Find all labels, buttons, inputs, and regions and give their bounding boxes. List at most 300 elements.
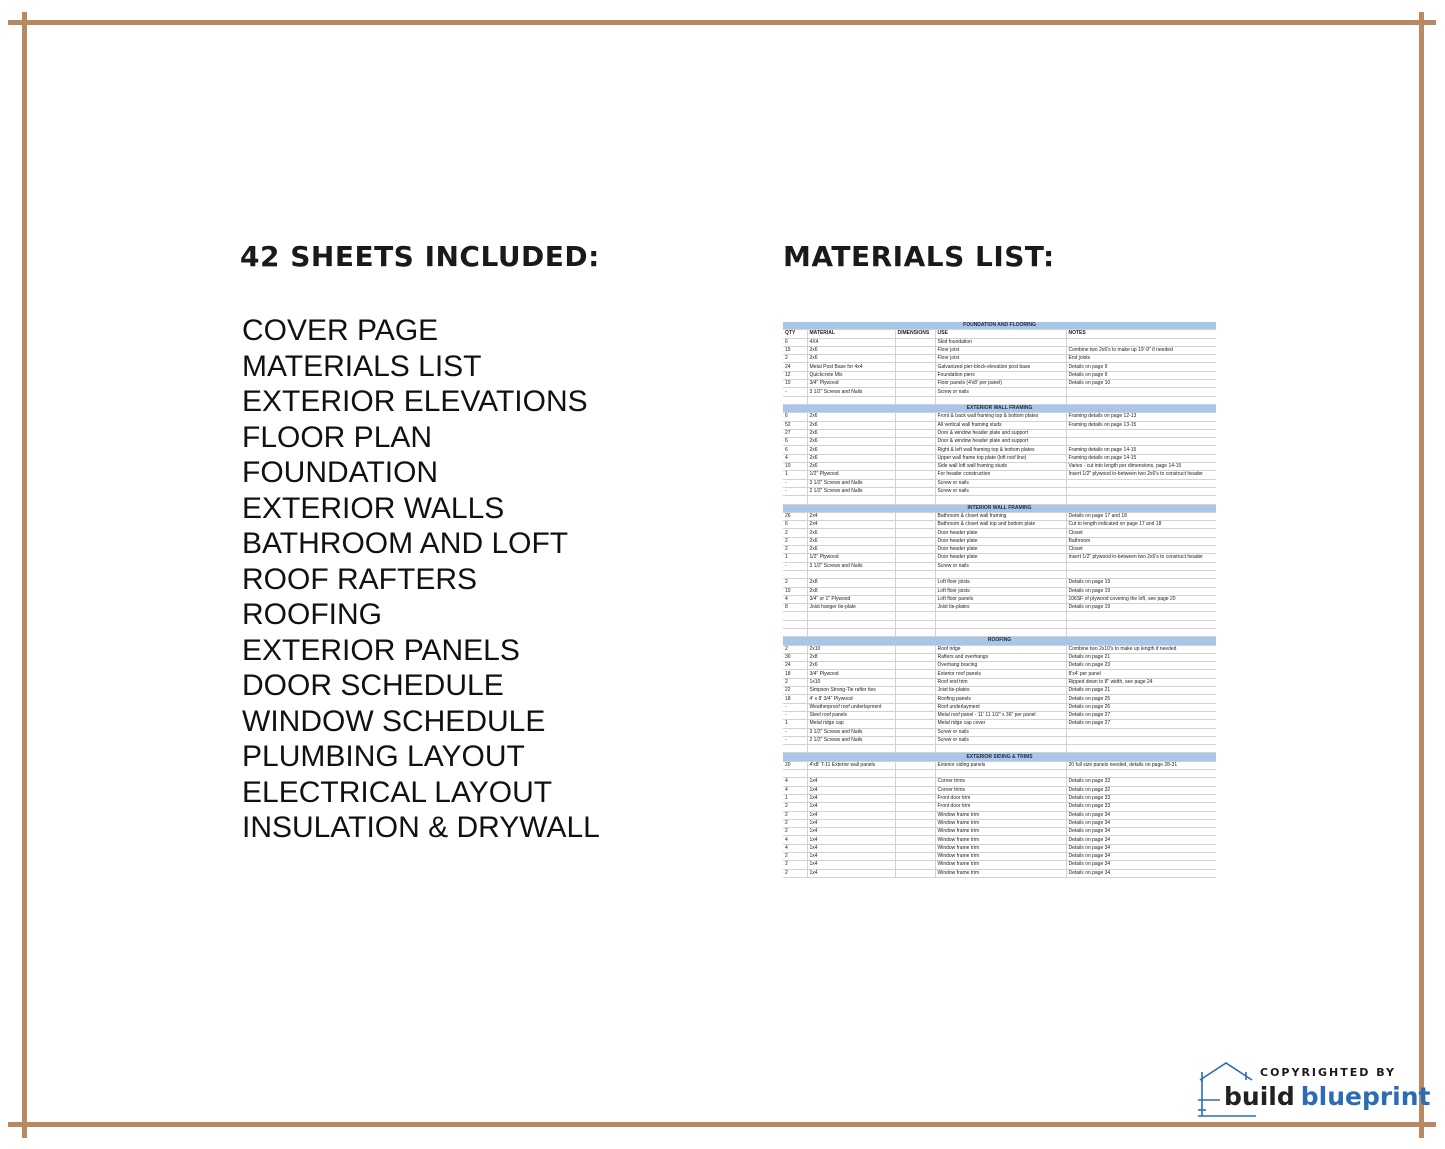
table-cell: 27	[783, 429, 807, 437]
table-row	[783, 363, 1216, 371]
table-cell: 4	[783, 595, 807, 603]
table-cell: 1x4	[807, 853, 895, 861]
table-blank-row	[783, 620, 1216, 628]
table-cell: 2x4	[807, 521, 895, 529]
table-cell	[1066, 745, 1216, 753]
table-cell	[895, 828, 935, 836]
table-row	[783, 861, 1216, 869]
sheets-list	[242, 313, 600, 846]
column-header: NOTES	[1066, 330, 1216, 338]
table-cell: Details on page 34	[1066, 836, 1216, 844]
table-row	[783, 537, 1216, 545]
table-cell: 2	[783, 678, 807, 686]
table-cell	[935, 496, 1066, 504]
table-cell: 2	[783, 579, 807, 587]
table-cell	[935, 620, 1066, 628]
table-cell	[895, 645, 935, 653]
table-cell	[935, 396, 1066, 404]
table-cell: 3/4" Plywood	[807, 670, 895, 678]
table-cell: Rafters and overhangs	[935, 653, 1066, 661]
table-cell: Exterior siding panels	[935, 761, 1066, 769]
table-cell	[783, 570, 807, 578]
table-cell: 4	[783, 786, 807, 794]
table-cell: Floor joist	[935, 355, 1066, 363]
table-row	[783, 446, 1216, 454]
table-blank-row	[783, 628, 1216, 636]
table-row	[783, 711, 1216, 719]
table-cell: 3/4" Plywood	[807, 380, 895, 388]
table-row	[783, 529, 1216, 537]
table-cell: Details on page 25	[1066, 695, 1216, 703]
table-cell: Details on page 9	[1066, 363, 1216, 371]
table-cell: 6	[783, 338, 807, 346]
table-cell	[895, 670, 935, 678]
table-cell	[895, 819, 935, 827]
table-cell: 2x4	[807, 512, 895, 520]
table-cell: Window frame trim	[935, 869, 1066, 877]
table-cell: Framing details on page 13-15	[1066, 421, 1216, 429]
table-cell: 1x4	[807, 794, 895, 802]
sheet-item: FLOOR PLAN	[242, 420, 433, 454]
table-cell: End joists	[1066, 355, 1216, 363]
table-row	[783, 570, 1216, 578]
table-cell	[895, 728, 935, 736]
table-cell: 3/4" or 1" Plywood	[807, 595, 895, 603]
table-cell: 15	[783, 346, 807, 354]
table-cell: 30	[783, 653, 807, 661]
table-cell: -	[783, 703, 807, 711]
table-cell: Window frame trim	[935, 828, 1066, 836]
section-header-row	[783, 637, 1216, 645]
table-cell: -	[783, 562, 807, 570]
copyright-badge	[1196, 1060, 1431, 1120]
table-cell	[895, 579, 935, 587]
table-cell: Closet	[1066, 546, 1216, 554]
table-row	[783, 869, 1216, 877]
table-cell: Loft floor joists	[935, 587, 1066, 595]
table-cell	[895, 554, 935, 562]
table-cell	[895, 620, 935, 628]
table-row	[783, 778, 1216, 786]
table-cell: Insert 1/2" plywood in-between two 2x6's to construct header	[1066, 554, 1216, 562]
table-cell: Details on page 19	[1066, 579, 1216, 587]
table-cell	[895, 736, 935, 744]
table-cell	[895, 653, 935, 661]
table-cell	[895, 786, 935, 794]
table-cell: 2x6	[807, 454, 895, 462]
table-cell: 1	[783, 794, 807, 802]
table-row	[783, 770, 1216, 778]
table-cell: 1	[783, 554, 807, 562]
section-header-row	[783, 322, 1216, 330]
table-cell: 2x6	[807, 662, 895, 670]
table-cell	[895, 371, 935, 379]
table-row	[783, 828, 1216, 836]
table-cell	[895, 537, 935, 545]
table-cell: 2x6	[807, 346, 895, 354]
table-cell	[895, 836, 935, 844]
table-cell: 10	[783, 380, 807, 388]
table-cell: 4' x 8' 3/4" Plywood	[807, 695, 895, 703]
table-cell: 20 full size panels needed, details on page 28-31	[1066, 761, 1216, 769]
table-cell: 2	[783, 537, 807, 545]
table-cell: 2	[783, 811, 807, 819]
table-row	[783, 454, 1216, 462]
table-cell: 2x6	[807, 463, 895, 471]
table-cell	[895, 844, 935, 852]
sheet-item: EXTERIOR ELEVATIONS	[242, 385, 588, 418]
table-cell	[895, 529, 935, 537]
table-row	[783, 346, 1216, 354]
table-cell: Front door trim	[935, 803, 1066, 811]
table-row	[783, 786, 1216, 794]
table-row	[783, 380, 1216, 388]
table-cell: Combine two 2x10's to make up length if needed	[1066, 645, 1216, 653]
table-cell: 2 1/2" Screws and Nails	[807, 736, 895, 744]
table-cell	[1066, 438, 1216, 446]
table-cell	[807, 620, 895, 628]
table-cell: 2	[783, 861, 807, 869]
sheet-item: PLUMBING LAYOUT	[242, 740, 525, 773]
sheet-item: ROOFING	[242, 598, 382, 631]
table-cell: 2	[783, 645, 807, 653]
table-cell: Details on page 26	[1066, 703, 1216, 711]
table-cell: Door header plate	[935, 537, 1066, 545]
section-title: FOUNDATION AND FLOORING	[783, 322, 1216, 330]
table-cell: Framing details on page 12-13	[1066, 413, 1216, 421]
table-cell: Window frame trim	[935, 844, 1066, 852]
section-title: EXTERIOR WALL FRAMING	[783, 404, 1216, 412]
table-row	[783, 803, 1216, 811]
table-cell: 2x6	[807, 438, 895, 446]
table-cell: 2x8	[807, 579, 895, 587]
table-cell: 4'x8' T-11 Exterior wall panels	[807, 761, 895, 769]
column-header: MATERIAL	[807, 330, 895, 338]
table-cell: -	[783, 736, 807, 744]
table-cell: 1x4	[807, 844, 895, 852]
table-row	[783, 687, 1216, 695]
table-cell	[895, 338, 935, 346]
table-cell: -	[783, 479, 807, 487]
table-cell: 1/2" Plywood	[807, 471, 895, 479]
table-cell	[1066, 479, 1216, 487]
table-cell	[895, 695, 935, 703]
table-row	[783, 487, 1216, 495]
table-row	[783, 736, 1216, 744]
table-cell: Window frame trim	[935, 836, 1066, 844]
table-row	[783, 413, 1216, 421]
table-cell: 2x10	[807, 645, 895, 653]
table-cell	[807, 496, 895, 504]
table-cell: Steel roof panels	[807, 711, 895, 719]
sheet-item: MATERIALS LIST	[242, 349, 482, 383]
table-cell: Corner trims	[935, 778, 1066, 786]
table-cell	[807, 745, 895, 753]
table-cell: Metal ridge cap	[807, 720, 895, 728]
table-cell: Details on page 21	[1066, 687, 1216, 695]
table-row	[783, 720, 1216, 728]
table-cell: Loft floor joists	[935, 579, 1066, 587]
table-cell: Roofing panels	[935, 695, 1066, 703]
table-cell	[895, 678, 935, 686]
table-cell: 3 1/2" Screws and Nails	[807, 479, 895, 487]
table-cell	[895, 562, 935, 570]
table-row	[783, 853, 1216, 861]
sheet-item: DOOR SCHEDULE	[242, 669, 504, 702]
table-cell: Screw or nails	[935, 479, 1066, 487]
table-cell	[895, 380, 935, 388]
table-cell	[1066, 338, 1216, 346]
table-cell: -	[783, 728, 807, 736]
table-cell	[1066, 628, 1216, 636]
table-cell	[807, 570, 895, 578]
table-row	[783, 371, 1216, 379]
table-blank-row	[783, 496, 1216, 504]
table-cell: Details on page 32	[1066, 786, 1216, 794]
table-row	[783, 670, 1216, 678]
table-cell	[1066, 770, 1216, 778]
table-row	[783, 355, 1216, 363]
table-row	[783, 388, 1216, 396]
table-cell: Details on page 9	[1066, 371, 1216, 379]
table-cell: Details on page 34	[1066, 819, 1216, 827]
table-cell: 6	[783, 521, 807, 529]
table-cell: Screw or nails	[935, 728, 1066, 736]
table-cell: Bathroom	[1066, 537, 1216, 545]
table-cell: 4	[783, 454, 807, 462]
table-cell	[895, 612, 935, 620]
table-row	[783, 761, 1216, 769]
table-cell: Skid foundation	[935, 338, 1066, 346]
table-cell: 1x4	[807, 803, 895, 811]
table-cell: Screw or nails	[935, 388, 1066, 396]
table-cell: 1x4	[807, 836, 895, 844]
column-header-row	[783, 330, 1216, 338]
table-cell: Loft floor panels	[935, 595, 1066, 603]
table-cell	[895, 761, 935, 769]
table-cell	[1066, 736, 1216, 744]
brand-blueprint-text: blueprint	[1300, 1082, 1431, 1111]
column-header: DIMENSIONS	[895, 330, 935, 338]
table-row	[783, 587, 1216, 595]
table-cell: -	[783, 388, 807, 396]
table-cell: 2x6	[807, 529, 895, 537]
table-cell	[895, 355, 935, 363]
table-cell: Details on page 34	[1066, 869, 1216, 877]
sheet-item: BATHROOM AND LOFT	[242, 527, 569, 560]
sheet-item: FOUNDATION	[242, 456, 439, 489]
table-cell	[807, 770, 895, 778]
table-cell: 1x10	[807, 678, 895, 686]
table-cell: 6	[783, 446, 807, 454]
table-cell: Bathroom & closet wall framing	[935, 512, 1066, 520]
table-cell	[1066, 396, 1216, 404]
table-cell: Quickcrete Mix	[807, 371, 895, 379]
sheet-item: EXTERIOR PANELS	[242, 633, 520, 667]
frame-bottom-border	[8, 1122, 1436, 1127]
table-cell: 8'x4' per panel	[1066, 670, 1216, 678]
table-cell	[895, 628, 935, 636]
table-cell	[895, 512, 935, 520]
table-cell	[895, 429, 935, 437]
table-cell: 8	[783, 604, 807, 612]
table-cell: 22	[783, 687, 807, 695]
table-row	[783, 463, 1216, 471]
table-cell: Varies - cut into length per dimensions, page 14-15	[1066, 463, 1216, 471]
table-cell: 26	[783, 512, 807, 520]
sheet-item: EXTERIOR WALLS	[242, 491, 505, 525]
table-cell: For header construction	[935, 471, 1066, 479]
table-cell: Joist hanger tie-plate	[807, 604, 895, 612]
table-cell	[895, 745, 935, 753]
table-cell	[807, 628, 895, 636]
table-cell	[1066, 496, 1216, 504]
table-cell	[895, 861, 935, 869]
table-cell: 1x4	[807, 786, 895, 794]
table-cell: 2x6	[807, 413, 895, 421]
section-title: ROOFING	[783, 637, 1216, 645]
table-row	[783, 512, 1216, 520]
table-cell	[807, 396, 895, 404]
table-row	[783, 844, 1216, 852]
table-cell: Floor joist	[935, 346, 1066, 354]
table-blank-row	[783, 612, 1216, 620]
table-cell: Roof underlayment	[935, 703, 1066, 711]
table-cell: 4	[783, 844, 807, 852]
table-row	[783, 604, 1216, 612]
table-cell	[783, 496, 807, 504]
table-cell: 2	[783, 819, 807, 827]
table-cell: 2	[783, 546, 807, 554]
table-cell: 6	[783, 438, 807, 446]
table-cell: 2	[783, 803, 807, 811]
table-cell: Weatherproof roof underlayment	[807, 703, 895, 711]
table-cell: 20	[783, 761, 807, 769]
table-cell	[895, 869, 935, 877]
table-cell	[895, 421, 935, 429]
table-cell: Door header plate	[935, 554, 1066, 562]
table-cell	[895, 396, 935, 404]
sheet-item: ELECTRICAL LAYOUT	[242, 775, 553, 809]
table-cell: Details on page 23	[1066, 662, 1216, 670]
table-cell: Details on page 10	[1066, 380, 1216, 388]
sheet-item: INSULATION & DRYWALL	[242, 811, 600, 844]
table-cell: Details on page 27	[1066, 711, 1216, 719]
sheet-item: WINDOW SCHEDULE	[242, 704, 546, 738]
brand-build-text: build	[1224, 1082, 1295, 1111]
table-cell: Details on page 34	[1066, 828, 1216, 836]
table-cell: Door header plate	[935, 529, 1066, 537]
table-cell: Details on page 33	[1066, 794, 1216, 802]
table-cell	[783, 620, 807, 628]
table-cell: Front & back wall framing top & bottom plates	[935, 413, 1066, 421]
table-cell: Details on page 33	[1066, 803, 1216, 811]
table-cell: All vertical wall framing studs	[935, 421, 1066, 429]
table-cell: 106SF of plywood covering the loft, see page 20	[1066, 595, 1216, 603]
table-cell: Ripped down to 8" width, see page 24	[1066, 678, 1216, 686]
table-blank-row	[783, 396, 1216, 404]
table-cell: 2x8	[807, 587, 895, 595]
section-title: INTERIOR WALL FRAMING	[783, 504, 1216, 512]
table-cell: 3 1/2" Screws and Nails	[807, 728, 895, 736]
table-cell: 2x6	[807, 546, 895, 554]
table-cell: Door & window header plate and support	[935, 438, 1066, 446]
table-row	[783, 819, 1216, 827]
table-cell: 1x4	[807, 861, 895, 869]
table-cell: Window frame trim	[935, 861, 1066, 869]
table-cell	[1066, 429, 1216, 437]
table-cell: 1x4	[807, 828, 895, 836]
table-cell	[783, 628, 807, 636]
table-cell: Corner trims	[935, 786, 1066, 794]
table-cell: Metal ridge cap cover	[935, 720, 1066, 728]
table-cell	[895, 662, 935, 670]
table-cell: Upper wall frame top plate (loft roof line)	[935, 454, 1066, 462]
table-cell: Details on page 34	[1066, 861, 1216, 869]
table-row	[783, 438, 1216, 446]
section-header-row	[783, 404, 1216, 412]
table-cell	[895, 703, 935, 711]
table-cell	[1066, 562, 1216, 570]
frame-top-border	[8, 20, 1436, 25]
table-cell: 2	[783, 869, 807, 877]
table-cell: 1	[783, 720, 807, 728]
frame-left-border	[22, 12, 27, 1138]
table-cell	[1066, 620, 1216, 628]
table-cell: 1x4	[807, 778, 895, 786]
table-row	[783, 579, 1216, 587]
table-cell	[895, 521, 935, 529]
table-cell: 2 1/2" Screws and Nails	[807, 487, 895, 495]
table-cell	[895, 413, 935, 421]
table-cell: 2x6	[807, 429, 895, 437]
table-row	[783, 471, 1216, 479]
table-cell	[895, 778, 935, 786]
table-cell	[1066, 487, 1216, 495]
table-cell	[895, 454, 935, 462]
table-cell	[895, 479, 935, 487]
table-cell	[895, 471, 935, 479]
table-cell	[783, 396, 807, 404]
table-cell: Screw or nails	[935, 487, 1066, 495]
table-cell	[1066, 728, 1216, 736]
table-cell: 2x6	[807, 446, 895, 454]
table-cell: 3 1/2" Screws and Nails	[807, 388, 895, 396]
table-row	[783, 554, 1216, 562]
table-cell: Roof end trim	[935, 678, 1066, 686]
table-cell: Bathroom & closet wall top and bottom plate	[935, 521, 1066, 529]
table-cell	[895, 487, 935, 495]
table-row	[783, 429, 1216, 437]
table-cell: Roof ridge	[935, 645, 1066, 653]
table-cell: 24	[783, 662, 807, 670]
table-cell: Details on page 21	[1066, 653, 1216, 661]
table-cell: Details on page 32	[1066, 778, 1216, 786]
table-cell: Screw or nails	[935, 736, 1066, 744]
table-cell: Details on page 34	[1066, 844, 1216, 852]
table-row	[783, 562, 1216, 570]
table-cell: Door header plate	[935, 546, 1066, 554]
section-header-row	[783, 753, 1216, 761]
table-cell: 10	[783, 587, 807, 595]
table-cell: Details on page 19	[1066, 604, 1216, 612]
table-cell	[935, 745, 1066, 753]
table-cell: Overhang bracing	[935, 662, 1066, 670]
table-row	[783, 836, 1216, 844]
table-cell: 24	[783, 363, 807, 371]
table-cell	[895, 363, 935, 371]
table-row	[783, 338, 1216, 346]
